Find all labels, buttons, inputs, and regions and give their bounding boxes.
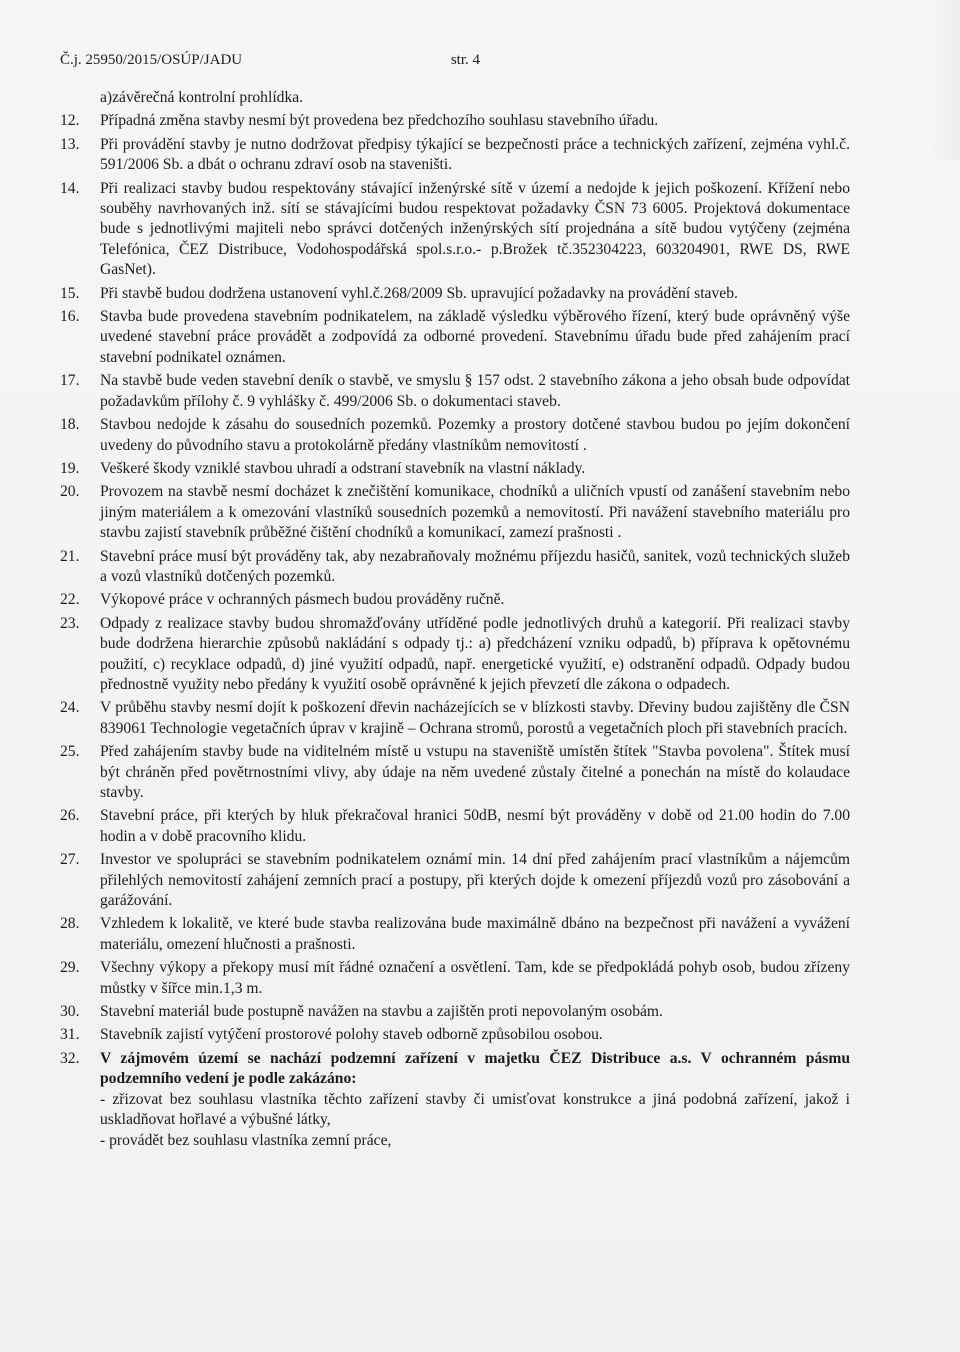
item-number: 13.: [60, 135, 80, 153]
item-32-line-2: - provádět bez souhlasu vlastníka zemní práce,: [100, 1131, 392, 1149]
item-text: [100, 958, 850, 999]
list-item: [60, 111, 850, 131]
item-number: 14.: [60, 179, 80, 197]
item-number: 25.: [60, 743, 80, 761]
item-number: 32.: [60, 1049, 80, 1067]
item-text: [100, 1025, 850, 1045]
item-number: 15.: [60, 284, 80, 302]
item-paragraph: Při realizaci stavby budou respektovány stávající inženýrské sítě v území a nedojde k jejich poškození. Křížení nebo souběhy navrhovaných inž. sítí se stávajícími budou respektovat požadavky ČSN 73 6005. Projektová dokumentace bude s jednotlivými majiteli nebo správci dotčených inženýrských sítí projednána a sítě budou vytýčeny (zejména Telefónica, ČEZ Distribuce, Vodohospodářská spol.s.r.o.- p.Brožek tč.352304223, 603204901, RWE DS, RWE GasNet).: [100, 179, 850, 279]
item-text: [100, 547, 850, 588]
item-number: 23.: [60, 614, 80, 632]
list-item-32: [60, 1049, 850, 1151]
list-item: [60, 482, 850, 543]
conditions-list: [60, 111, 850, 1045]
list-item: [60, 914, 850, 955]
list-item: [60, 590, 850, 610]
item-paragraph: Provozem na stavbě nesmí docházet k znečištění komunikace, chodníků a uličních vpustí od zanášení stavebním nebo jiným materiálem a k omezování vlastníků sousedních pozemků a nemovitostí. Při navážení stavebního materiálu pro stavbu zajistí stavebník průběžné čištění chodníků a komunikací, zamezí prašnosti .: [100, 483, 850, 542]
item-number: 16.: [60, 308, 80, 326]
list-item: [60, 135, 850, 176]
item-text: [100, 415, 850, 456]
item-text: [100, 284, 850, 304]
item-paragraph: Stavbou nedojde k zásahu do sousedních pozemků. Pozemky a prostory dotčené stavbou budou po jejím dokončení uvedeny do původního stavu a protokolárně předány vlastníkům nemovitostí .: [100, 416, 850, 454]
item-number: 30.: [60, 1003, 80, 1021]
item-text: [100, 135, 850, 176]
list-item: [60, 371, 850, 412]
item-32-heading: V zájmovém území se nachází podzemní zařízení v majetku ČEZ Distribuce a.s. V ochranném pásmu podzemního vedení je podle zakázáno:: [100, 1049, 850, 1088]
item-text: [100, 806, 850, 847]
document-body: [60, 88, 850, 1154]
item-paragraph: Veškeré škody vzniklé stavbou uhradí a odstraní stavebník na vlastní náklady.: [100, 459, 586, 477]
list-item: [60, 698, 850, 739]
item-paragraph: Všechny výkopy a překopy musí mít řádné označení a osvětlení. Tam, kde se předpokládá pohyb osob, budou zřízeny můstky v šířce min.1,3 m.: [100, 959, 850, 997]
list-item: [60, 459, 850, 479]
item-paragraph: Výkopové práce v ochranných pásmech budou prováděny ručně.: [100, 591, 505, 609]
list-item: [60, 179, 850, 281]
item-text: [100, 914, 850, 955]
item-paragraph: Stavba bude provedena stavebním podnikatelem, na základě výsledku výběrového řízení, který bude oprávněný výše uvedené stavební práce provádět a zodpovídá za odborné provedení. Stavebnímu úřadu bude před zahájením prací stavební podnikatel oznámen.: [100, 308, 850, 366]
item-text: [100, 111, 850, 131]
list-item: [60, 547, 850, 588]
item-number: 26.: [60, 807, 80, 825]
item-number: 19.: [60, 459, 80, 477]
page-header: [60, 52, 480, 69]
item-number: 17.: [60, 372, 80, 390]
list-item: [60, 307, 850, 368]
item-paragraph: Vzhledem k lokalitě, ve které bude stavba realizována bude maximálně dbáno na bezpečnost při navážení a vyvážení materiálu, omezení hlučnosti a prašnosti.: [100, 915, 850, 953]
item-paragraph: Stavební práce, při kterých by hluk překračoval hranici 50dB, nesmí být prováděny v době od 21.00 hodin do 7.00 hodin a v době pracovního klidu.: [100, 807, 850, 845]
item-32-line-1: - zřizovat bez souhlasu vlastníka těchto zařízení stavby či umisťovat konstrukce a jiná podobná zařízení, jakož i uskladňovat hořlavé a výbušné látky,: [100, 1090, 850, 1129]
list-item: [60, 1002, 850, 1022]
item-paragraph: Při stavbě budou dodržena ustanovení vyhl.č.268/2009 Sb. upravující požadavky na provádění staveb.: [100, 284, 738, 302]
item-paragraph: Případná změna stavby nesmí být provedena bez předchozího souhlasu stavebního úřadu.: [100, 112, 659, 130]
list-item: [60, 1025, 850, 1045]
list-item: [60, 742, 850, 803]
item-text: [100, 614, 850, 696]
intro-continuation: a)závěrečná kontrolní prohlídka.: [100, 89, 304, 106]
item-text: [100, 1002, 850, 1022]
list-item: [60, 850, 850, 911]
item-number: 28.: [60, 915, 80, 933]
item-paragraph: Na stavbě bude veden stavební deník o stavbě, ve smyslu § 157 odst. 2 stavebního zákona a jeho obsah bude odpovídat požadavkům přílohy č. 9 vyhlášky č. 499/2006 Sb. o dokumentaci staveb.: [100, 372, 850, 410]
item-text: [100, 698, 850, 739]
item-number: 29.: [60, 959, 80, 977]
list-item: [60, 958, 850, 999]
list-item: [60, 284, 850, 304]
list-item: [60, 415, 850, 456]
item-paragraph: Při provádění stavby je nutno dodržovat předpisy týkající se bezpečnosti práce a technických zařízení, zejména vyhl.č. 591/2006 Sb. a dbát o ochranu zdraví osob na staveništi.: [100, 135, 850, 174]
item-text: [100, 482, 850, 543]
item-paragraph: Před zahájením stavby bude na viditelném místě u vstupu na staveniště umístěn štítek "Stavba povolena". Štítek musí být chráněn před povětrnostními vlivy, aby údaje na něm uvedené zůstaly čitelné a ponechán na místě do kolaudace stavby.: [100, 743, 850, 801]
item-number: 27.: [60, 851, 80, 869]
item-text: [100, 742, 850, 803]
item-number: 20.: [60, 483, 80, 501]
item-number: 31.: [60, 1026, 80, 1044]
item-number: 18.: [60, 416, 80, 434]
item-text: [100, 179, 850, 281]
item-number: 24.: [60, 699, 80, 717]
item-text: [100, 850, 850, 911]
item-paragraph: Investor ve spolupráci se stavebním podnikatelem oznámí min. 14 dní před zahájením prací vlastníkům a nájemcům přilehlých nemovitostí zahájení zemních prací a postupy, při kterých dojde k omezení příjezdů vozů pro zásobování a garážování.: [100, 851, 850, 910]
item-number: 21.: [60, 547, 80, 565]
item-text: [100, 371, 850, 412]
item-text: [100, 590, 850, 610]
item-number: 22.: [60, 591, 80, 609]
item-paragraph: V průběhu stavby nesmí dojít k poškození dřevin nacházejících se v blízkosti stavby. Dřeviny budou zajištěny dle ČSN 839061 Technologie vegetačních úprav v krajině – Ochrana stromů, porostů a vegetačních ploch při stavebních pracích.: [100, 699, 850, 737]
item-text: [100, 307, 850, 368]
item-paragraph: Odpady z realizace stavby budou shromažďovány utříděné podle jednotlivých druhů a kategorií. Při realizaci stavby bude dodržena hierarchie způsobů nakládání s odpady tj.: a) předcházení vzniku odpadů, b) příprava k opětovnému použití, c) recyklace odpadů, d) jiné využití odpadů, např. energetické využití, e) odstranění odpadů. Odpady budou přednostně využity nebo předány k využití osobě oprávněné k jejich převzetí dle zákona o odpadech.: [100, 614, 850, 693]
item-text: [100, 459, 850, 479]
item-paragraph: Stavební práce musí být prováděny tak, aby nezabraňovaly možnému příjezdu hasičů, sanitek, vozů technických služeb a vozů vlastníků dotčených pozemků.: [100, 547, 850, 585]
item-paragraph: Stavebník zajistí vytýčení prostorové polohy staveb odborně způsobilou osobou.: [100, 1026, 603, 1044]
item-text: [100, 1049, 850, 1151]
item-paragraph: Stavební materiál bude postupně navážen na stavbu a zajištěn proti nepovolaným osobám.: [100, 1003, 663, 1021]
reference-number: Č.j. 25950/2015/OSÚP/JADU: [60, 52, 243, 68]
list-item: [60, 614, 850, 696]
page-edge-shadow: [930, 0, 960, 160]
list-item: [60, 806, 850, 847]
item-number: 12.: [60, 112, 80, 130]
page-number: str. 4: [450, 52, 480, 68]
